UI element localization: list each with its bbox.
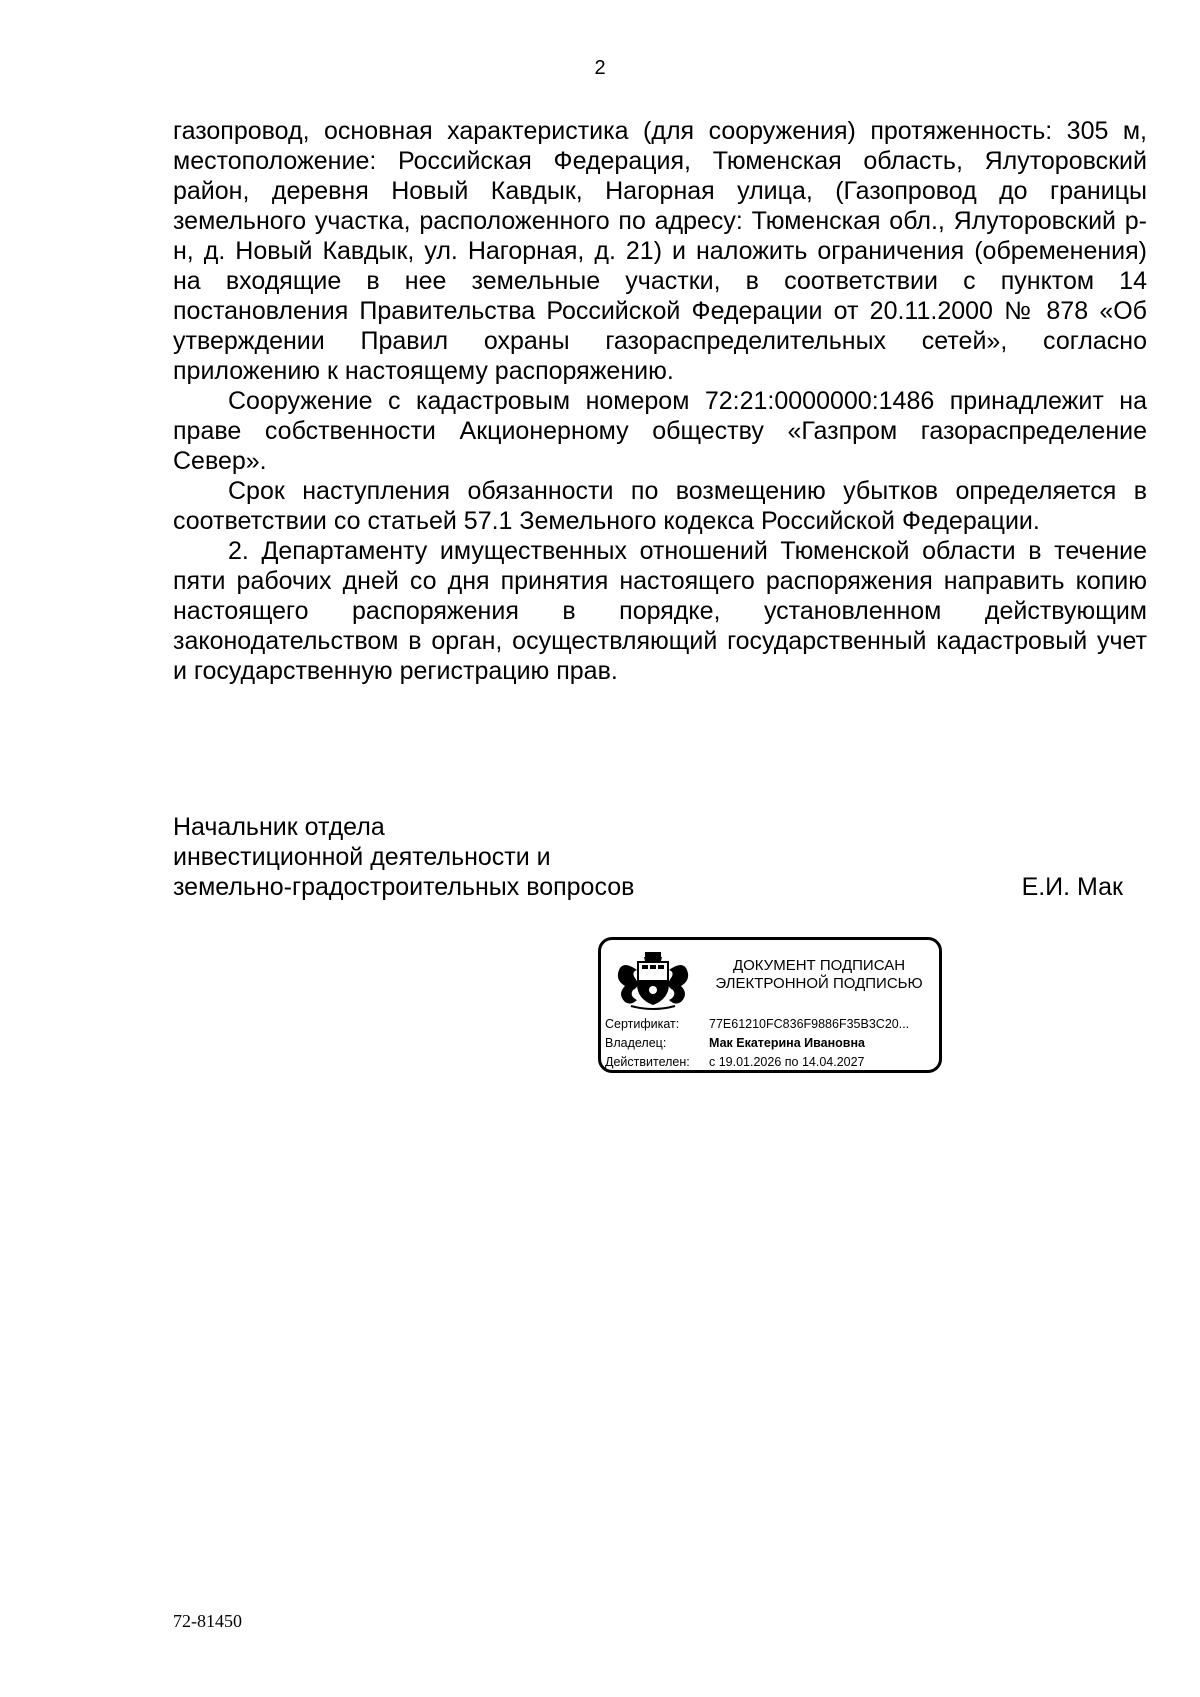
stamp-owner-row xyxy=(605,1034,939,1053)
document-body xyxy=(173,116,1147,686)
signer-position-line: Начальник отдела xyxy=(173,813,385,841)
paragraph-gas-pipeline: газопровод, основная характеристика (для сооружения) протяженность: 305 м, местоположение: Российская Федерация, Тюменская область, Ялуторовский район, деревня Новый Кавдык, Нагорная улица, (Газопровод до границы земельного участка, расположенного по адресу: Тюменская обл., Ялуторовский р-н, д. Новый Кавдык, ул. Нагорная, д. 21) и наложить ограничения (обременения) на входящие в нее земельные участки, в соответствии с пунктом 14 постановления Правительства Российской Федерации от 20.11.2000 № 878 «Об утверждении Правил охраны газораспределительных сетей», согласно приложению к настоящему распоряжению. xyxy=(173,117,1147,385)
certificate-label: Сертификат: xyxy=(605,1017,680,1031)
stamp-title-line: ДОКУМЕНТ ПОДПИСАН xyxy=(732,957,906,974)
stamp-validity-row xyxy=(605,1053,939,1072)
owner-value: Мак Екатерина Ивановна xyxy=(709,1036,865,1050)
certificate-value: 77E61210FC836F9886F35B3C20... xyxy=(709,1017,910,1031)
document-id: 72-81450 xyxy=(173,1611,242,1631)
signature-block xyxy=(173,812,1123,902)
signer-name: Е.И. Мак xyxy=(1021,873,1123,901)
owner-label: Владелец: xyxy=(605,1036,667,1050)
signer-position-line: земельно-градостроительных вопросов xyxy=(173,873,635,901)
signer-position-line: инвестиционной деятельности и xyxy=(173,843,551,871)
paragraph-compensation: Срок наступления обязанности по возмещению убытков определяется в соответствии со статьей 57.1 Земельного кодекса Российской Федерации. xyxy=(173,477,1147,535)
stamp-details xyxy=(605,1015,939,1072)
page-number: 2 xyxy=(594,57,606,79)
electronic-signature-stamp xyxy=(598,937,942,1073)
validity-label: Действителен: xyxy=(605,1055,690,1069)
stamp-title xyxy=(703,957,935,993)
paragraph-ownership: Сооружение с кадастровым номером 72:21:0000000:1486 принадлежит на праве собственности Акционерному обществу «Газпром газораспределение Север». xyxy=(173,387,1147,475)
tyumen-coat-of-arms-icon xyxy=(611,950,695,1012)
paragraph-instruction-2: 2. Департаменту имущественных отношений Тюменской области в течение пяти рабочих дней со дня принятия настоящего распоряжения направить копию настоящего распоряжения в порядке, установленном действующим законодательством в орган, осуществляющий государственный кадастровый учет и государственную регистрацию прав. xyxy=(173,537,1147,685)
stamp-title-line: ЭЛЕКТРОННОЙ ПОДПИСЬЮ xyxy=(715,975,923,992)
stamp-certificate-row xyxy=(605,1015,939,1034)
validity-value: с 19.01.2026 по 14.04.2027 xyxy=(709,1055,865,1069)
